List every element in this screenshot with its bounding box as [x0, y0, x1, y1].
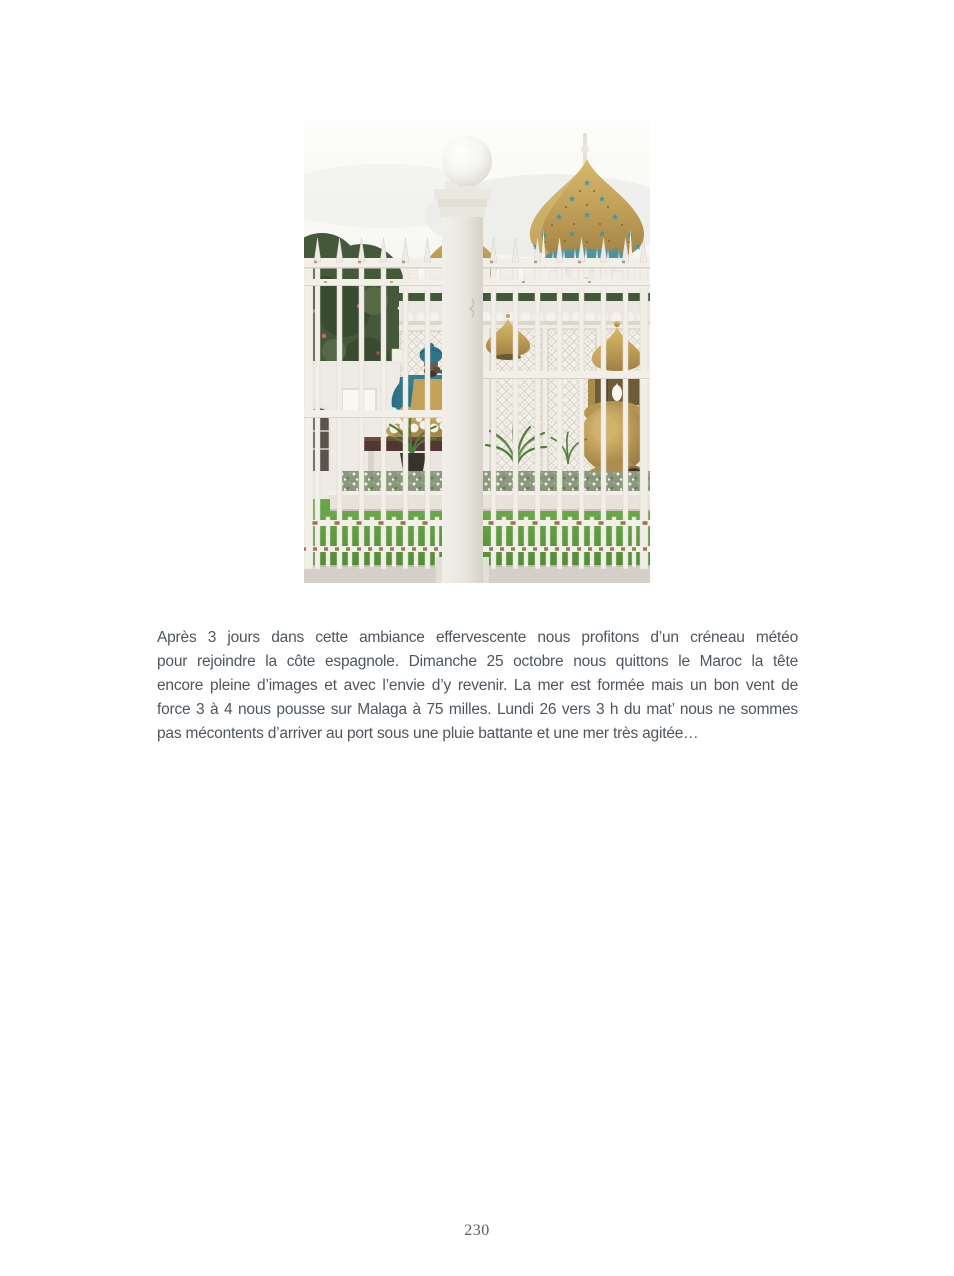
paragraph-line: pour rejoindre la côte espagnole. Dimanche 25 octobre nous quittons le Maroc la tête: [157, 653, 798, 670]
globe-lamp: [442, 136, 492, 186]
body-paragraph: [157, 626, 798, 746]
paragraph-line: encore pleine d’images et avec l’envie d’y revenir. La mer est formée mais un bon vent de: [157, 677, 798, 694]
mosque-photo-illustration: [304, 121, 650, 583]
paragraph-line: Après 3 jours dans cette ambiance effervescente nous profitons d’un créneau météo: [157, 629, 798, 646]
mosque-photo: [304, 121, 650, 583]
page-number: 230: [464, 1222, 490, 1239]
paragraph-line: pas mécontents d’arriver au port sous une pluie battante et une mer très agitée…: [157, 725, 699, 742]
paragraph-line: force 3 à 4 nous pousse sur Malaga à 75 milles. Lundi 26 vers 3 h du mat’ nous ne sommes: [157, 701, 798, 718]
